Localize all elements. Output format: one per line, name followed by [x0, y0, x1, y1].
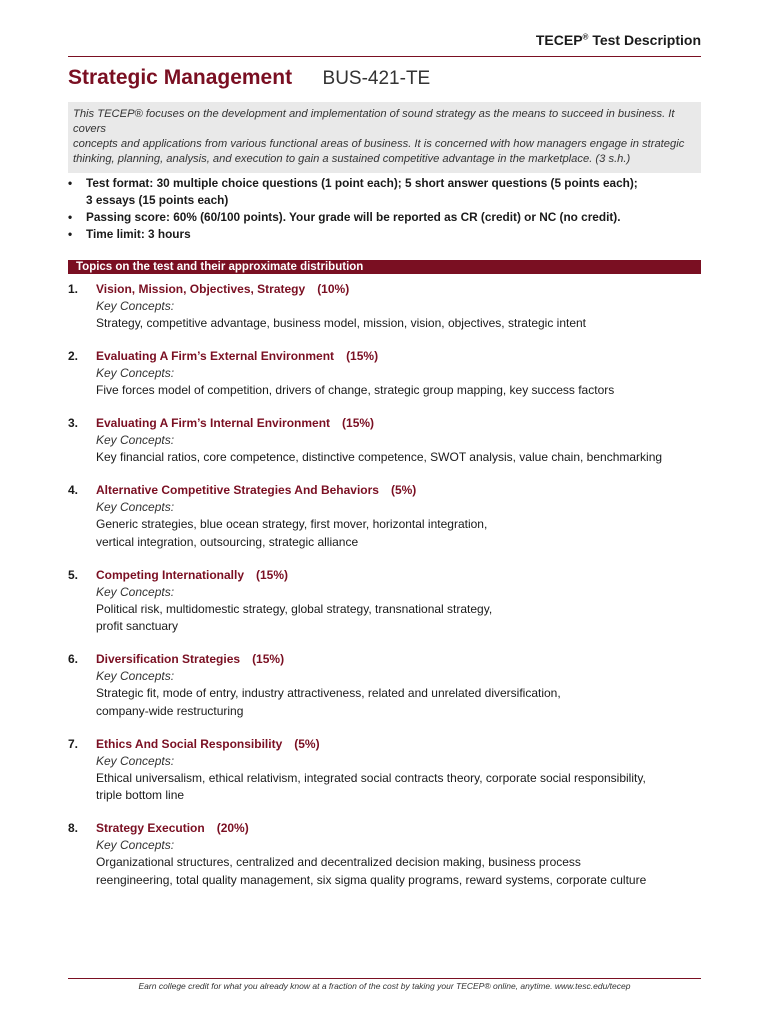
topic-concepts [96, 449, 708, 467]
topic-concepts [96, 601, 708, 636]
topic-number: 4. [68, 483, 79, 497]
key-concepts-label: Key Concepts: [96, 669, 175, 683]
topic-concepts [96, 315, 708, 333]
concepts-line: Strategic fit, mode of entry, industry attractiveness, related and unrelated diversification, [96, 686, 561, 700]
topic-heading [96, 567, 708, 584]
concepts-line: reengineering, total quality management, six sigma quality programs, reward systems, corporate culture [96, 872, 647, 887]
footer-divider [68, 978, 701, 979]
test-info-list [68, 175, 700, 243]
test-format-item [68, 175, 700, 209]
passing-score-item [68, 209, 700, 226]
topic-number: 6. [68, 652, 79, 666]
concepts-line: Five forces model of competition, drivers of change, strategic group mapping, key success factors [96, 383, 615, 397]
topic-title: Evaluating A Firm’s Internal Environment [96, 416, 331, 430]
topic-title: Vision, Mission, Objectives, Strategy [96, 282, 306, 296]
topic-item [68, 736, 708, 805]
title-row [68, 66, 430, 96]
concepts-line: profit sanctuary [96, 619, 179, 633]
key-concepts-label: Key Concepts: [96, 500, 175, 514]
topic-concepts [96, 770, 708, 805]
bullet-icon: • [68, 176, 73, 190]
topic-percent: (5%) [390, 483, 417, 497]
topic-concepts [96, 516, 708, 551]
bullet-icon: • [68, 227, 73, 241]
topic-item [68, 820, 708, 889]
topic-concepts [96, 854, 708, 889]
bullet-icon: • [68, 210, 73, 224]
concepts-line: Organizational structures, centralized and decentralized decision making, business process [96, 855, 581, 869]
concepts-line: company-wide restructuring [96, 703, 244, 718]
intro-box [68, 102, 701, 173]
topic-item [68, 651, 708, 720]
topic-percent: (10%) [317, 282, 350, 296]
concepts-line: vertical integration, outsourcing, strategic alliance [96, 534, 359, 549]
topic-item [68, 482, 708, 551]
topic-concepts [96, 685, 708, 720]
topic-title: Alternative Competitive Strategies And Behaviors [96, 483, 379, 497]
topic-heading [96, 736, 708, 753]
key-concepts-label: Key Concepts: [96, 433, 175, 447]
topic-item [68, 348, 708, 400]
topic-number: 3. [68, 416, 79, 430]
brand-name: TECEP [535, 32, 583, 48]
bullet-line: Passing score: 60% (60/100 points). Your grade will be reported as CR (credit) or NC (no credit). [86, 210, 621, 224]
topic-percent: (15%) [342, 416, 375, 430]
topic-item [68, 281, 708, 333]
concepts-line: Political risk, multidomestic strategy, global strategy, transnational strategy, [96, 601, 493, 616]
topic-number: 2. [68, 349, 79, 363]
topic-heading [96, 281, 708, 298]
concepts-line: triple bottom line [96, 788, 185, 802]
topic-item [68, 415, 708, 467]
topics-list [68, 281, 708, 905]
topic-concepts [96, 382, 708, 400]
topic-percent: (15%) [252, 652, 285, 666]
page-title: Strategic Management [68, 66, 293, 89]
topic-title: Strategy Execution [96, 821, 205, 835]
topic-percent: (20%) [216, 821, 249, 835]
topic-percent: (15%) [346, 349, 379, 363]
page-footer: Earn college credit for what you already know at a fraction of the cost by taking your TECEP® online, anytime. www.tesc.edu/tecep [138, 981, 631, 991]
topic-heading [96, 348, 708, 365]
topic-number: 7. [68, 736, 79, 751]
key-concepts-label: Key Concepts: [96, 584, 175, 599]
topic-heading [96, 415, 708, 432]
header-brand [536, 32, 701, 48]
intro-line: concepts and applications from various functional areas of business. It is concerned with how managers engage in strategic [73, 138, 685, 150]
topic-percent: (5%) [294, 736, 320, 751]
topic-title: Ethics And Social Responsibility [96, 736, 283, 751]
topics-heading-bar: Topics on the test and their approximate distribution [68, 260, 701, 274]
key-concepts-label: Key Concepts: [96, 366, 175, 380]
header-label: Test Description [588, 32, 701, 48]
concepts-line: Key financial ratios, core competence, distinctive competence, SWOT analysis, value chain, benchmarking [96, 450, 663, 464]
key-concepts-label: Key Concepts: [96, 299, 175, 313]
intro-line: This TECEP® focuses on the development and implementation of sound strategy as the means to succeed in business. It covers [73, 108, 675, 135]
intro-line: thinking, planning, analysis, and execution to gain a sustained competitive advantage in the marketplace. (3 s.h.) [73, 153, 631, 165]
topic-heading [96, 651, 708, 668]
key-concepts-label: Key Concepts: [96, 838, 175, 852]
concepts-line: Ethical universalism, ethical relativism, integrated social contracts theory, corporate social responsibility, [96, 770, 646, 785]
topic-item [68, 567, 708, 636]
key-concepts-label: Key Concepts: [96, 753, 175, 768]
bullet-line: 3 essays (15 points each) [86, 193, 229, 207]
topic-heading [96, 482, 708, 499]
concepts-line: Generic strategies, blue ocean strategy, first mover, horizontal integration, [96, 517, 488, 531]
page-header [68, 0, 701, 57]
time-limit-item [68, 226, 700, 243]
bullet-line: Test format: 30 multiple choice questions (1 point each); 5 short answer questions (5 points each); [86, 176, 638, 190]
topic-percent: (15%) [256, 567, 289, 582]
topic-title: Competing Internationally [96, 567, 245, 582]
topic-title: Diversification Strategies [96, 652, 241, 666]
topic-number: 5. [68, 567, 79, 582]
topic-heading [96, 820, 708, 837]
topic-number: 1. [68, 282, 79, 296]
course-code: BUS-421-TE [322, 68, 431, 89]
bullet-line: Time limit: 3 hours [86, 227, 191, 241]
topic-number: 8. [68, 821, 79, 835]
concepts-line: Strategy, competitive advantage, business model, mission, vision, objectives, strategic intent [96, 316, 587, 330]
registered-mark: ® [582, 32, 589, 42]
topic-title: Evaluating A Firm’s External Environment [96, 349, 335, 363]
